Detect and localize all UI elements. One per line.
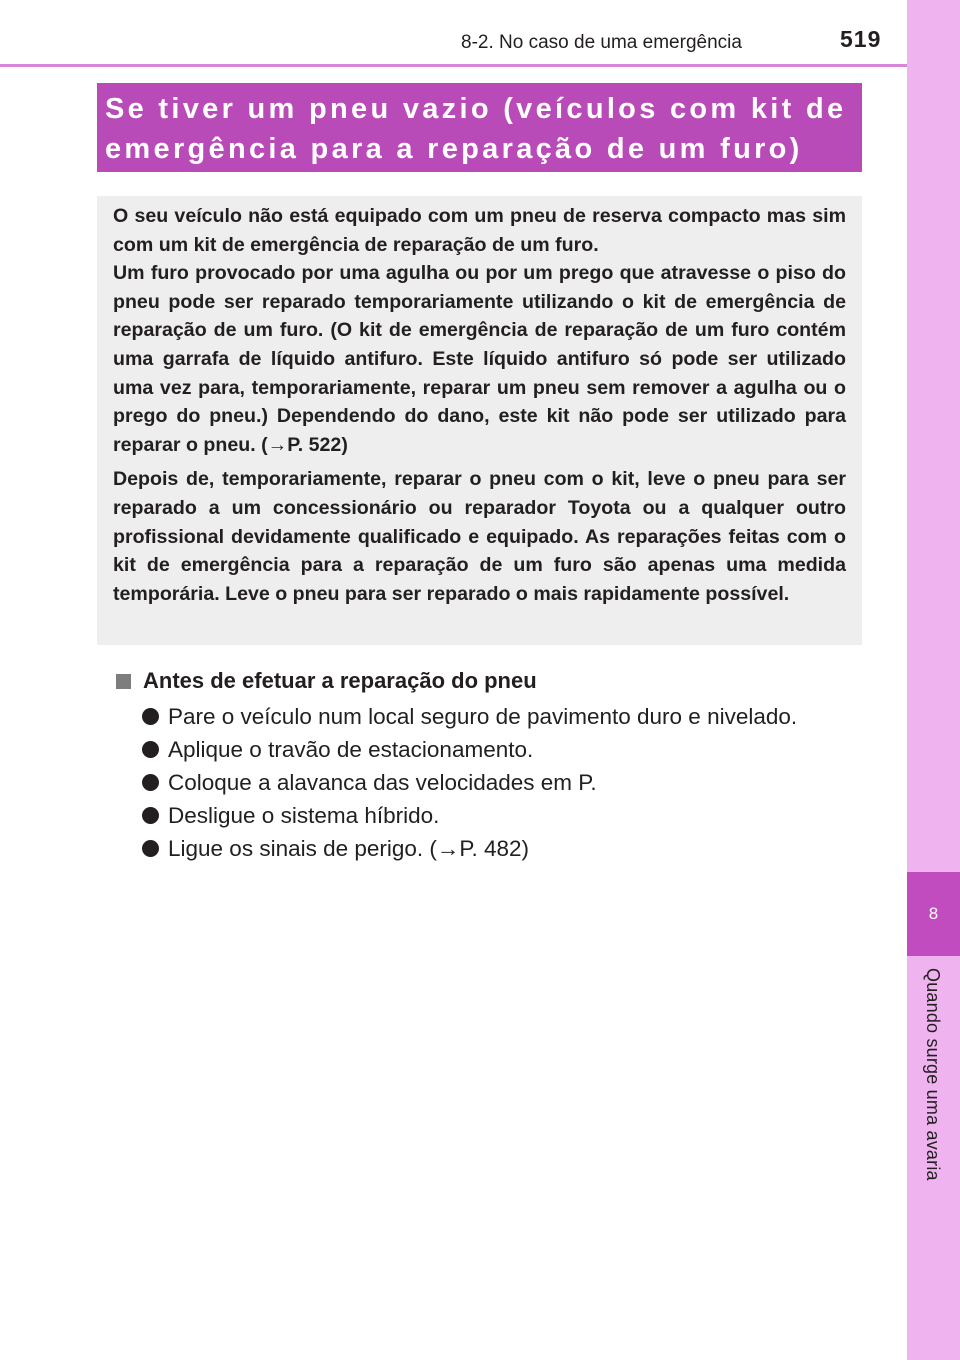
bullet-dot-icon	[142, 708, 159, 725]
bullet-dot-icon	[142, 840, 159, 857]
before-repair-heading	[116, 667, 537, 695]
page-title-line-2: emergência para a reparação de um furo)	[105, 133, 803, 165]
intro-info-box	[97, 196, 862, 645]
section-header: 8-2. No caso de uma emergência	[461, 32, 742, 53]
chapter-title: Quando surge uma avaria	[923, 968, 943, 1181]
list-item	[142, 766, 797, 799]
list-item-text: Aplique o travão de estacionamento.	[168, 737, 534, 762]
bullet-dot-icon	[142, 807, 159, 824]
page-number: 519	[840, 26, 882, 52]
list-item-text: Pare o veículo num local seguro de pavimento duro e nivelado.	[168, 704, 798, 729]
bullet-dot-icon	[142, 741, 159, 758]
bullet-dot-icon	[142, 774, 159, 791]
page-title	[97, 83, 862, 172]
list-item	[142, 700, 797, 733]
chapter-tab[interactable]	[907, 872, 960, 956]
list-item-text: Ligue os sinais de perigo. (→P. 482)	[168, 836, 530, 861]
list-item	[142, 799, 797, 832]
list-item	[142, 832, 797, 865]
list-item	[142, 733, 797, 766]
list-item-text: Coloque a alavanca das velocidades em P.	[168, 770, 597, 795]
header-divider	[0, 64, 907, 67]
before-repair-list	[142, 700, 797, 865]
square-bullet-icon	[116, 674, 131, 689]
intro-paragraph-1: O seu veículo não está equipado com um pneu de reserva compacto mas sim com um kit de emergência de reparação de um furo.	[113, 205, 846, 256]
list-item-text: Desligue o sistema híbrido.	[168, 803, 440, 828]
intro-paragraph-2: Um furo provocado por uma agulha ou por um prego que atravesse o piso do pneu pode ser reparado temporariamente utilizando o kit de emergência de reparação de um furo. (O kit de emergência de reparação de um furo contém uma garrafa de líquido antifuro. Este líquido antifuro só pode ser utilizado uma vez para, temporariamente, reparar um pneu sem remover a agulha ou o prego do pneu.) Dependendo do dano, este kit não pode ser utilizado para reparar o pneu. (→P. 522)	[113, 262, 846, 456]
page-title-line-1: Se tiver um pneu vazio (veículos com kit de	[105, 93, 847, 125]
intro-paragraph-3: Depois de, temporariamente, reparar o pneu com o kit, leve o pneu para ser reparado a um concessionário ou reparador Toyota ou a qualquer outro profissional devidamente qualificado e equipado. As reparações feitas com o kit de emergência para a reparação de um furo são apenas uma medida temporária. Leve o pneu para ser reparado o mais rapidamente possível.	[113, 468, 846, 605]
chapter-number: 8	[928, 904, 939, 923]
before-repair-heading-text: Antes de efetuar a reparação do pneu	[143, 668, 537, 693]
